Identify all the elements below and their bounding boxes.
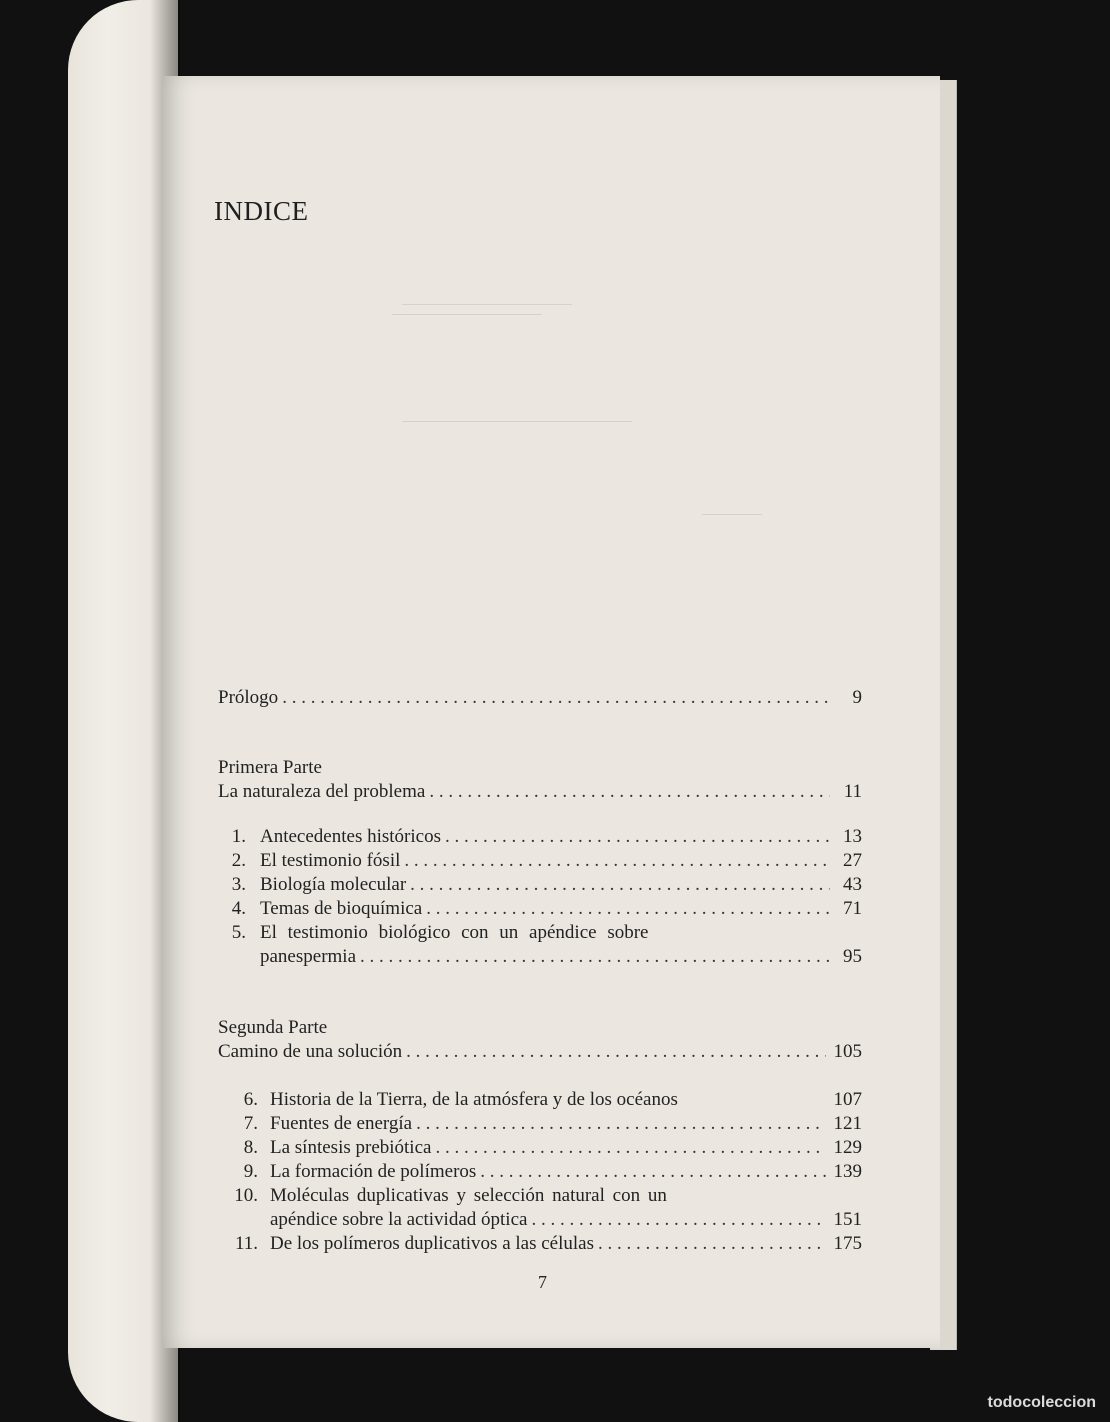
toc-entry-title-line1: El testimonio biológico con un apéndice sobre (260, 922, 649, 943)
toc-entry-chapter (260, 945, 862, 969)
toc-entry-title-line2: apéndice sobre la actividad óptica (270, 1209, 528, 1230)
chapter-number: 4. (231, 898, 246, 919)
chapter-number: 6. (243, 1089, 258, 1110)
page-heading: INDICE (214, 196, 309, 226)
toc-entry-page: 95 (843, 946, 862, 967)
show-through-line (402, 304, 572, 305)
toc-entry-chapter (270, 1232, 862, 1256)
toc-entry-chapter (260, 873, 862, 897)
toc-entry-title: Temas de bioquímica (260, 898, 423, 919)
toc-leader-dots (406, 1040, 825, 1064)
show-through-line (392, 314, 542, 315)
toc-entry-page: 151 (833, 1209, 862, 1230)
toc-leader-dots (282, 686, 830, 710)
toc-entry-title: La formación de polímeros (270, 1161, 477, 1182)
chapter-number: 5. (231, 922, 246, 943)
toc-entry-prologo (218, 686, 862, 710)
chapter-number: 11. (234, 1233, 258, 1254)
toc-leader-dots (429, 780, 830, 804)
toc-entry-title: El testimonio fósil (260, 850, 401, 871)
toc-entry-title: La síntesis prebiótica (270, 1137, 432, 1158)
toc-entry-chapter (270, 1112, 862, 1136)
chapter-number: 8. (243, 1137, 258, 1158)
toc-leader-dots (531, 1208, 825, 1232)
part-label: Primera Parte (218, 757, 322, 778)
toc-leader-dots (435, 1136, 825, 1160)
toc-entry-title: Fuentes de energía (270, 1113, 413, 1134)
toc-entry-title: De los polímeros duplicativos a las células (270, 1233, 594, 1254)
toc-entry-title: Prólogo (218, 687, 279, 708)
page-number: 7 (538, 1272, 547, 1292)
toc-entry-title: Antecedentes históricos (260, 826, 441, 847)
toc-entry-chapter (270, 1160, 862, 1184)
toc-leader-dots (426, 897, 830, 921)
toc-entry-title: Camino de una solución (218, 1041, 403, 1062)
toc-entry-chapter (270, 1208, 862, 1232)
toc-leader-dots (360, 945, 830, 969)
chapter-number: 1. (231, 826, 246, 847)
toc-leader-dots (416, 1112, 825, 1136)
toc-leader-dots (410, 873, 830, 897)
show-through-line (702, 514, 762, 515)
part-label: Segunda Parte (218, 1017, 328, 1038)
toc-entry-title: La naturaleza del problema (218, 781, 426, 802)
toc-leader-dots (480, 1160, 825, 1184)
toc-entry-page: 175 (833, 1233, 862, 1254)
toc-entry-title-line1: Moléculas duplicativas y selección natural con un (270, 1185, 667, 1206)
chapter-number: 3. (231, 874, 246, 895)
toc-leader-dots (598, 1232, 826, 1256)
toc-entry-page: 13 (843, 826, 862, 847)
chapter-number: 7. (243, 1113, 258, 1134)
toc-entry-page: 107 (833, 1089, 862, 1110)
toc-entry-title: Historia de la Tierra, de la atmósfera y de los océanos (270, 1089, 678, 1110)
toc-leader-dots (445, 825, 830, 849)
toc-entry-chapter (260, 849, 862, 873)
toc-leader-dots (404, 849, 830, 873)
toc-entry-page: 139 (833, 1161, 862, 1182)
toc-entry-page: 121 (833, 1113, 862, 1134)
toc-entry-page: 11 (843, 781, 862, 802)
toc-entry-page: 105 (833, 1041, 862, 1062)
toc-entry-page: 43 (843, 874, 862, 895)
show-through-line (402, 421, 632, 422)
toc-entry-page: 129 (833, 1137, 862, 1158)
toc-entry-part1 (218, 780, 862, 804)
toc-entry-part2 (218, 1040, 862, 1064)
toc-entry-chapter (260, 897, 862, 921)
toc-entry-page: 9 (852, 687, 862, 708)
toc-entry-page: 71 (843, 898, 862, 919)
toc-entry-page: 27 (843, 850, 862, 871)
watermark: todocoleccion (987, 1394, 1096, 1411)
toc-entry-title: Biología molecular (260, 874, 407, 895)
toc-entry-chapter (270, 1088, 862, 1112)
toc-entry-chapter (260, 825, 862, 849)
chapter-number: 2. (231, 850, 246, 871)
toc-entry-chapter (270, 1136, 862, 1160)
chapter-number: 10. (234, 1185, 258, 1206)
chapter-number: 9. (243, 1161, 258, 1182)
toc-entry-title-line2: panespermia (260, 946, 357, 967)
